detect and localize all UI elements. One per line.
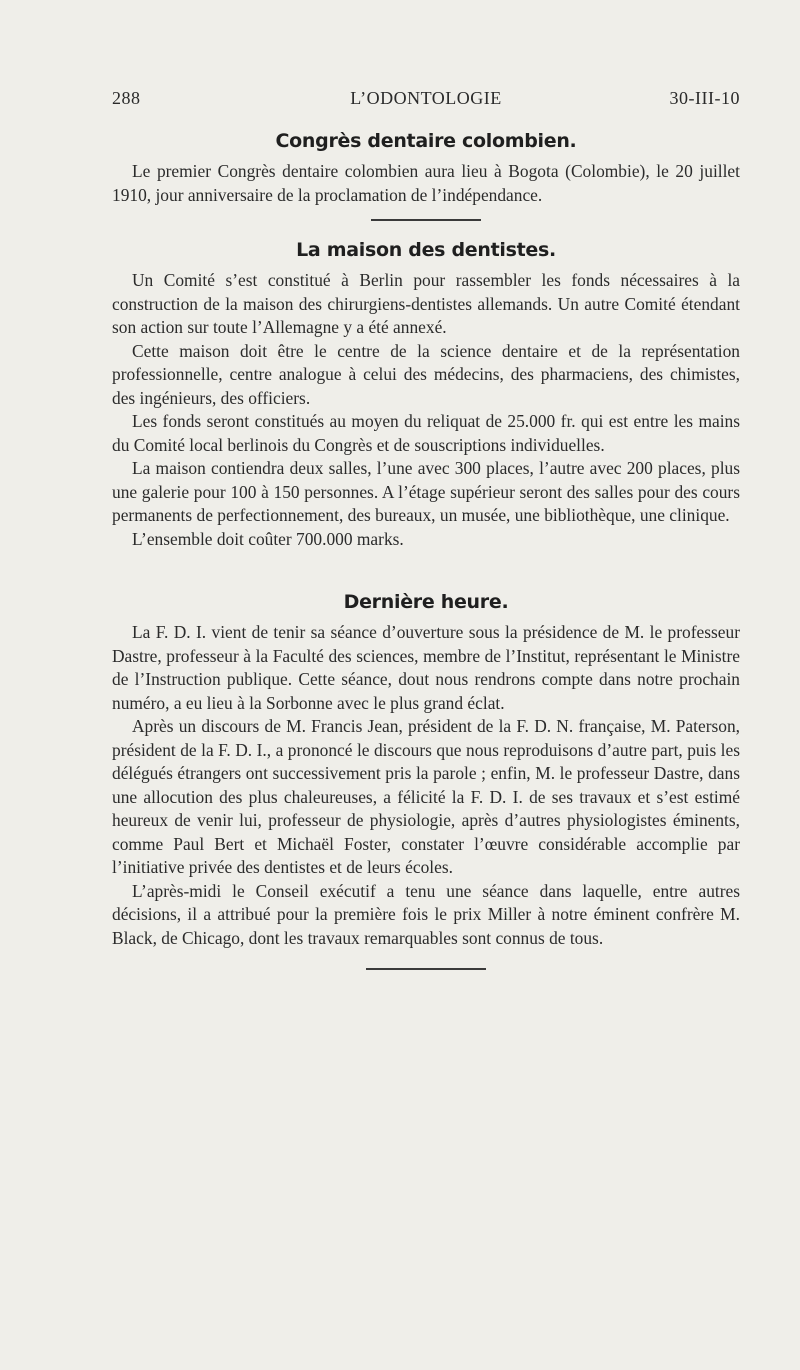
journal-title: L’ODONTOLOGIE <box>350 88 502 108</box>
paragraph: L’après-midi le Conseil exécutif a tenu une séance dans laquelle, entre autres décisions, il a attribué pour la première fois le prix Miller à notre éminent confrère M. Black, de Chicago, dont les travaux remarquables sont connus de tous. <box>112 880 740 948</box>
paragraph: Après un discours de M. Francis Jean, président de la F. D. N. française, M. Paterson, président de la F. D. I., a prononcé le discours que nous reproduisons d’autre part, puis les délégués étrangers ont successivement pris la parole ; enfin, M. le professeur Dastre, dans une allocution des plus chaleureuses, a félicité la F. D. I. de ses travaux et s’est estimé heureux de venir lui, professeur de physiologie, après d’autres physiologistes éminents, comme Paul Bert et Michaël Foster, constater l’œuvre considérable accomplie par l’initiative privée des dentistes et de leurs écoles. <box>112 716 740 877</box>
paragraph: Le premier Congrès dentaire colombien aura lieu à Bogota (Colombie), le 20 juillet 1910, jour anniversaire de la proclamation de l’indépendance. <box>112 161 740 205</box>
page-body <box>112 124 740 970</box>
section-divider <box>366 968 486 970</box>
paragraph: L’ensemble doit coûter 700.000 marks. <box>132 528 404 549</box>
paragraph: Un Comité s’est constitué à Berlin pour rassembler les fonds nécessaires à la construction de la maison des chirurgiens-dentistes allemands. Un autre Comité étendant son action sur toute l’Allemagne y a été annexé. <box>112 270 740 337</box>
section-title-derniere-heure: Dernière heure. <box>343 591 509 613</box>
paragraph: Les fonds seront constitués au moyen du reliquat de 25.000 fr. qui est entre les mains du Comité local berlinois du Congrès et de souscriptions individuelles. <box>112 411 740 455</box>
paragraph: La maison contiendra deux salles, l’une avec 300 places, l’autre avec 200 places, plus une galerie pour 100 à 150 personnes. A l’étage supérieur seront des salles pour des cours permanents de perfectionnement, des bureaux, un musée, une bibliothèque, une clinique. <box>112 458 740 525</box>
section-title-congres: Congrès dentaire colombien. <box>275 130 577 152</box>
paragraph: La F. D. I. vient de tenir sa séance d’ouverture sous la présidence de M. le professeur Dastre, professeur à la Faculté des sciences, membre de l’Institut, représentant le Ministre de l’Instruction publique. Cette séance, dout nous rendrons compte dans notre prochain numéro, a eu lieu à la Sorbonne avec le plus grand éclat. <box>112 622 740 713</box>
running-header <box>112 88 740 112</box>
issue-date: 30-III-10 <box>669 88 740 108</box>
section-title-maison: La maison des dentistes. <box>296 239 556 261</box>
page-number: 288 <box>112 88 141 108</box>
paragraph: Cette maison doit être le centre de la science dentaire et de la représentation professionnelle, centre analogue à celui des médecins, des pharmaciens, des chimistes, des ingénieurs, des officiers. <box>112 340 740 408</box>
section-divider <box>371 219 481 221</box>
